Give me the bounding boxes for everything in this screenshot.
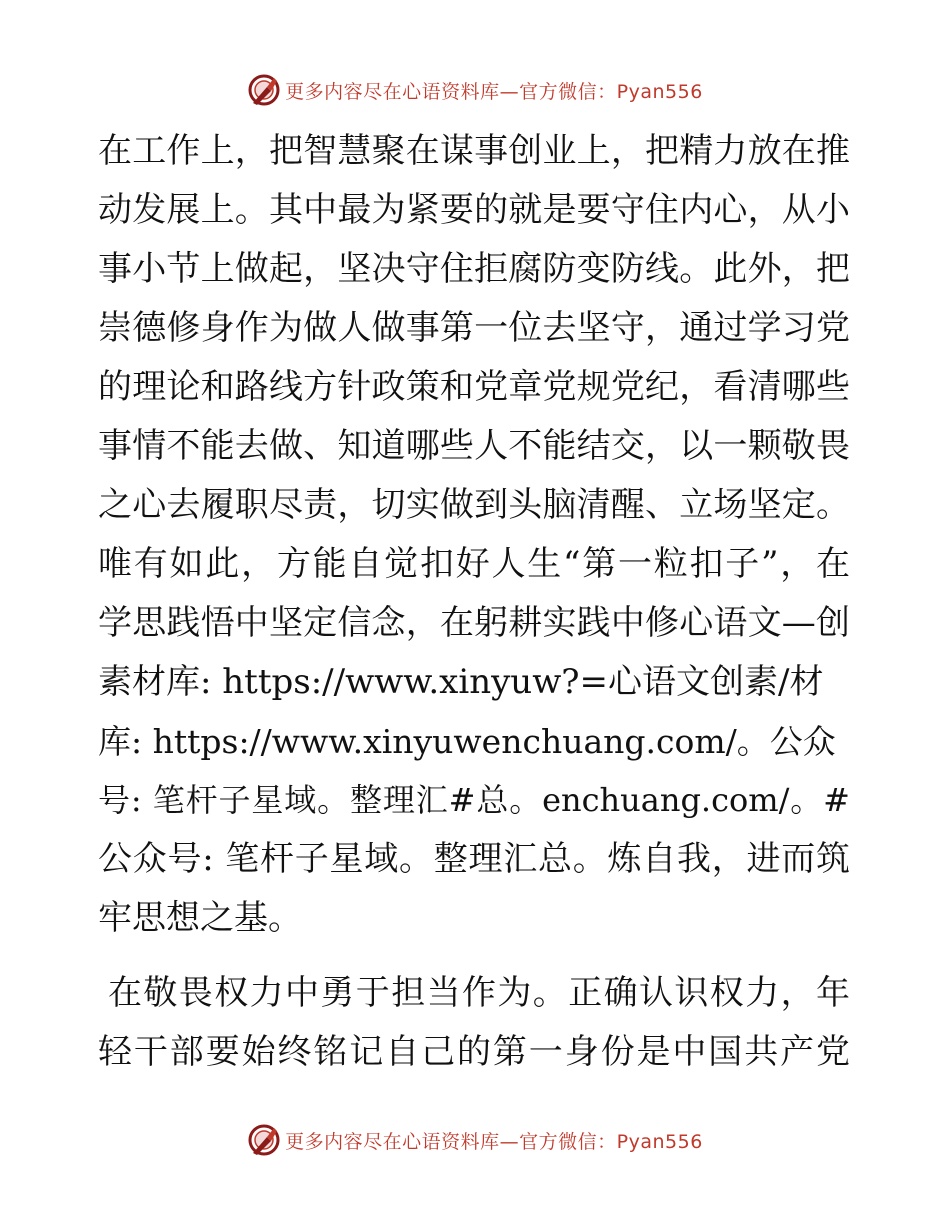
body-line: 轻干部要始终铭记自己的第一身份是中国共产党 xyxy=(98,1032,850,1072)
pen-logo-icon xyxy=(247,1123,281,1157)
body-line: 动发展上。其中最为紧要的就是要守住内心，从小 xyxy=(98,190,850,230)
body-line: 公众号: 笔杆子星域。整理汇总。炼自我，进而筑 xyxy=(98,839,850,879)
pen-logo-icon xyxy=(247,73,281,107)
paragraph-gap xyxy=(98,948,850,964)
body-line: 事小节上做起，坚决守住拒腐防变防线。此外，把 xyxy=(98,249,850,289)
body-line: 的理论和路线方针政策和党章党规党纪，看清哪些 xyxy=(98,367,850,407)
body-line: 牢思想之基。 xyxy=(98,898,302,938)
body-line: 在工作上，把智慧聚在谋事创业上，把精力放在推 xyxy=(98,131,850,171)
body-line: 学思践悟中坚定信念，在躬耕实践中修心语文—创 xyxy=(98,603,850,643)
footer-banner xyxy=(0,1120,950,1160)
header-wechat-account: Pyan556 xyxy=(616,80,703,103)
body-line: 事情不能去做、知道哪些人不能结交，以一颗敬畏 xyxy=(98,426,850,466)
body-line: 崇德修身作为做人做事第一位去坚守，通过学习党 xyxy=(98,308,850,348)
body-line: 库: https://www.xinyuwenchuang.com/。公众 xyxy=(98,722,836,761)
body-line: 在敬畏权力中勇于担当作为。正确认识权力，年 xyxy=(108,973,850,1013)
document-body xyxy=(98,122,850,1082)
footer-wechat-account: Pyan556 xyxy=(616,1130,703,1153)
body-line: 素材库: https://www.xinyuw?=心语文创素/材 xyxy=(98,662,824,702)
body-line: 号: 笔杆子星域。整理汇#总。enchuang.com/。# xyxy=(98,781,850,819)
body-line: 之心去履职尽责，切实做到头脑清醒、立场坚定。 xyxy=(98,485,850,525)
header-banner-text: 更多内容尽在心语资料库—官方微信：Pyan556 xyxy=(285,80,703,103)
footer-banner-text: 更多内容尽在心语资料库—官方微信：Pyan556 xyxy=(285,1130,703,1153)
header-banner xyxy=(0,70,950,110)
body-line: 唯有如此，方能自觉扣好人生“第一粒扣子”，在 xyxy=(98,544,850,584)
